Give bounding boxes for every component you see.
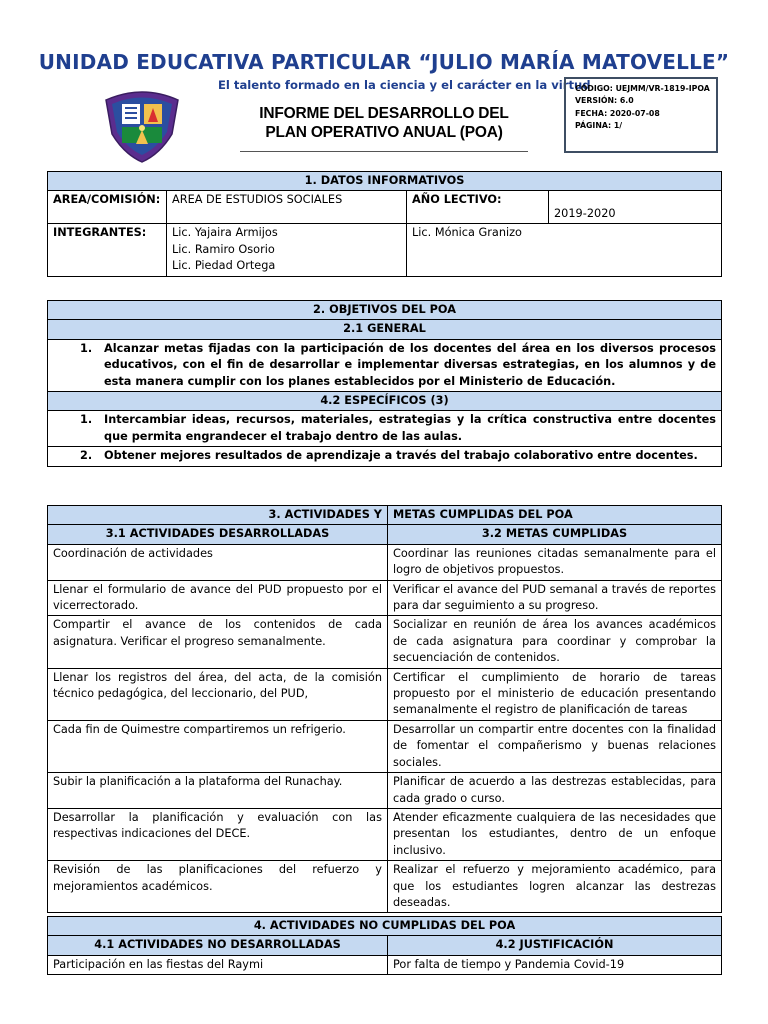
activity-cell: Subir la planificación a la plataforma del Runachay. (48, 773, 388, 809)
school-name: UNIDAD EDUCATIVA PARTICULAR “JULIO MARÍA MATOVELLE” (38, 50, 730, 74)
undeveloped-activity-cell: Participación en las fiestas del Raymi (48, 955, 388, 974)
objective-text: Alcanzar metas fijadas con la participación de los docentes del área en los diversos procesos educativos, con el fin de desarrollar e implementar diversas estrategias, en los alumnos y de esta manera cumplir con los planes establecidos por el Ministerio de Educación. (104, 341, 716, 388)
document-date: FECHA: 2020-07-08 (575, 108, 660, 118)
section4-title: 4. ACTIVIDADES NO CUMPLIDAS DEL POA (48, 917, 722, 936)
school-year-label: AÑO LECTIVO: (407, 191, 549, 224)
section3-title-right: METAS CUMPLIDAS DEL POA (388, 506, 722, 525)
justification-header: 4.2 JUSTIFICACIÓN (388, 936, 722, 955)
general-objective-item (53, 341, 716, 390)
table-row (48, 773, 722, 809)
activity-cell: Desarrollar la planificación y evaluación con las respectivas indicaciones del DECE. (48, 808, 388, 860)
objective-number: 1. (80, 341, 93, 355)
document-code: CÓDIGO: UEJMM/VR-1819-IPOA (575, 84, 710, 93)
report-title (234, 104, 534, 142)
section3-activities-table (47, 505, 722, 913)
activity-cell: Compartir el avance de los contenidos de cada asignatura. Verificar el progreso semanalmente. (48, 616, 388, 668)
member-name: Lic. Piedad Ortega (172, 259, 276, 273)
title-underline (240, 151, 528, 152)
activity-cell: Llenar los registros del área, del acta, de la comisión técnico pedagógica, del leccionario, del PUD, (48, 668, 388, 720)
activities-column-header: 3.1 ACTIVIDADES DESARROLLADAS (48, 525, 388, 544)
goal-cell: Socializar en reunión de área los avances académicos de cada asignatura para coordinar y comprobar la secuenciación de contenidos. (388, 616, 722, 668)
school-tagline: El talento formado en la ciencia y el carácter en la virtud (218, 78, 591, 92)
goal-cell: Planificar de acuerdo a las destrezas establecidas, para cada grado o curso. (388, 773, 722, 809)
report-title-line1: INFORME DEL DESARROLLO DEL (259, 105, 509, 122)
goal-cell: Realizar el refuerzo y mejoramiento académico, para que los estudiantes logren alcanzar las destrezas deseadas. (388, 861, 722, 913)
document-page: PÁGINA: 1/ (575, 121, 623, 131)
school-year-value: 2019-2020 (549, 191, 722, 224)
section1-title: 1. DATOS INFORMATIVOS (48, 172, 722, 191)
document-code-box (564, 77, 718, 153)
specific-objective-item (53, 448, 716, 464)
section2-objectives-table (47, 300, 722, 467)
section1-general-data-table (47, 171, 722, 277)
report-title-line2: PLAN OPERATIVO ANUAL (POA) (265, 124, 503, 141)
member-name: Lic. Yajaira Armijos (172, 226, 278, 240)
table-row (48, 955, 722, 974)
objective-number: 1. (80, 413, 93, 427)
specific-objectives-heading: 4.2 ESPECÍFICOS (3) (48, 392, 722, 411)
activity-cell: Revisión de las planificaciones del refuerzo y mejoramientos académicos. (48, 861, 388, 913)
table-row (48, 720, 722, 772)
activity-cell: Llenar el formulario de avance del PUD propuesto por el vicerrectorado. (48, 580, 388, 616)
member-name-extra: Lic. Mónica Granizo (407, 224, 722, 276)
goal-cell: Desarrollar un compartir entre docentes con la finalidad de fomentar el compañerismo y buenas relaciones sociales. (388, 720, 722, 772)
activity-cell: Coordinación de actividades (48, 544, 388, 580)
goal-cell: Coordinar las reuniones citadas semanalmente para el logro de objetivos propuestos. (388, 544, 722, 580)
specific-objectives-list (48, 447, 722, 466)
area-value: AREA DE ESTUDIOS SOCIALES (167, 191, 407, 224)
section4-unfulfilled-table (47, 916, 722, 975)
members-list (167, 224, 407, 276)
objective-text: Intercambiar ideas, recursos, materiales, estrategias y la crítica constructiva entre docentes que permita engrandecer el trabajo dentro de las aulas. (104, 413, 716, 443)
section3-title-left: 3. ACTIVIDADES Y (48, 506, 388, 525)
school-crest-icon (100, 82, 184, 166)
specific-objective-item (53, 412, 716, 445)
section2-title: 2. OBJETIVOS DEL POA (48, 301, 722, 320)
table-row (48, 861, 722, 913)
goal-cell: Verificar el avance del PUD semanal a través de reportes para dar seguimiento a su progreso. (388, 580, 722, 616)
table-row (48, 544, 722, 580)
objective-number: 2. (80, 449, 93, 463)
goals-column-header: 3.2 METAS CUMPLIDAS (388, 525, 722, 544)
area-label: AREA/COMISIÓN: (48, 191, 167, 224)
table-row (48, 580, 722, 616)
specific-objectives-list (48, 411, 722, 447)
goal-cell: Certificar el cumplimiento de horario de tareas propuesto por el ministerio de educación presentando semanalmente el registro de planificación de tareas (388, 668, 722, 720)
objective-text: Obtener mejores resultados de aprendizaje a través del trabajo colaborativo entre docentes. (104, 449, 698, 463)
member-name: Lic. Ramiro Osorio (172, 242, 275, 256)
general-objective-heading: 2.1 GENERAL (48, 320, 722, 339)
table-row (48, 808, 722, 860)
document-version: VERSIÓN: 6.0 (575, 96, 634, 106)
undeveloped-activities-header: 4.1 ACTIVIDADES NO DESARROLLADAS (48, 936, 388, 955)
general-objectives-list (48, 339, 722, 391)
goal-cell: Atender eficazmente cualquiera de las necesidades que presentan los estudiantes, dentro de un enfoque inclusivo. (388, 808, 722, 860)
table-row (48, 616, 722, 668)
justification-cell: Por falta de tiempo y Pandemia Covid-19 (388, 955, 722, 974)
table-row (48, 668, 722, 720)
members-label: INTEGRANTES: (48, 224, 167, 276)
activity-cell: Cada fin de Quimestre compartiremos un refrigerio. (48, 720, 388, 772)
